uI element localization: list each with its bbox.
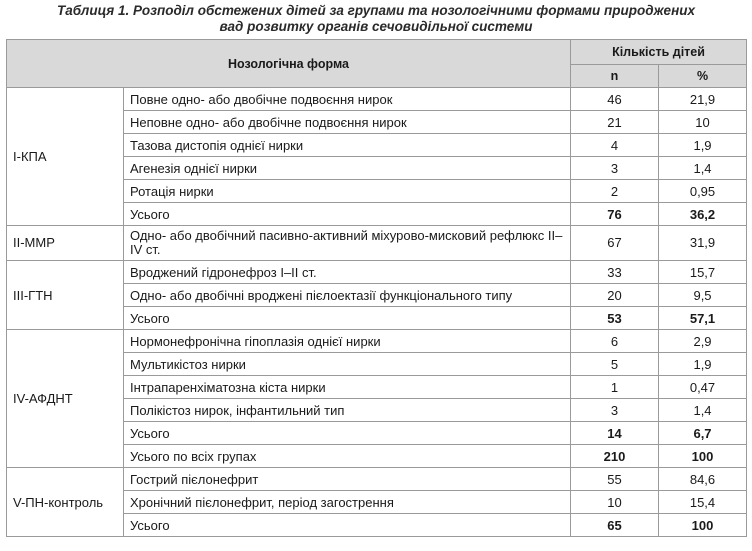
form-cell: Полікістоз нирок, інфантильний тип <box>124 399 571 422</box>
n-cell: 20 <box>571 284 659 307</box>
pct-cell: 1,4 <box>659 157 747 180</box>
pct-cell: 1,9 <box>659 134 747 157</box>
table-row <box>7 226 747 261</box>
pct-cell: 57,1 <box>659 307 747 330</box>
pct-cell: 100 <box>659 514 747 537</box>
form-cell: Усього <box>124 203 571 226</box>
header-form: Нозологічна форма <box>7 40 571 88</box>
n-cell: 46 <box>571 88 659 111</box>
n-cell: 14 <box>571 422 659 445</box>
n-cell: 2 <box>571 180 659 203</box>
pct-cell: 0,47 <box>659 376 747 399</box>
n-cell: 21 <box>571 111 659 134</box>
form-cell: Неповне одно- або двобічне подвоєння нирок <box>124 111 571 134</box>
table-row <box>7 330 747 353</box>
n-cell: 5 <box>571 353 659 376</box>
table-caption <box>0 3 752 35</box>
header-count: Кількість дітей <box>571 40 747 65</box>
pct-cell: 36,2 <box>659 203 747 226</box>
group-name: V-ПН-контроль <box>7 468 124 537</box>
caption-line-1: Таблиця 1. Розподіл обстежених дітей за групами та нозологічними формами природжених <box>57 3 695 18</box>
nosology-table <box>6 39 747 537</box>
form-cell: Нормонефронічна гіпоплазія однієї нирки <box>124 330 571 353</box>
form-cell: Усього <box>124 422 571 445</box>
form-cell: Одно- або двобічні вроджені пієлоектазії функціонального типу <box>124 284 571 307</box>
n-cell: 4 <box>571 134 659 157</box>
group-name: IV-АФДНТ <box>7 330 124 468</box>
form-cell: Мультикістоз нирки <box>124 353 571 376</box>
pct-cell: 84,6 <box>659 468 747 491</box>
form-cell: Повне одно- або двобічне подвоєння нирок <box>124 88 571 111</box>
form-cell: Тазова дистопія однієї нирки <box>124 134 571 157</box>
form-cell: Усього по всіх групах <box>124 445 571 468</box>
form-cell: Вроджений гідронефроз I–II ст. <box>124 261 571 284</box>
n-cell: 53 <box>571 307 659 330</box>
n-cell: 55 <box>571 468 659 491</box>
form-cell: Інтрапаренхіматозна кіста нирки <box>124 376 571 399</box>
group-name: III-ГТН <box>7 261 124 330</box>
n-cell: 10 <box>571 491 659 514</box>
form-cell: Усього <box>124 307 571 330</box>
n-cell: 3 <box>571 399 659 422</box>
form-cell: Гострий пієлонефрит <box>124 468 571 491</box>
n-cell: 6 <box>571 330 659 353</box>
pct-cell: 21,9 <box>659 88 747 111</box>
pct-cell: 6,7 <box>659 422 747 445</box>
pct-cell: 9,5 <box>659 284 747 307</box>
group-name: II-ММР <box>7 226 124 261</box>
group-name: I-КПА <box>7 88 124 226</box>
n-cell: 33 <box>571 261 659 284</box>
n-cell: 67 <box>571 226 659 261</box>
n-cell: 76 <box>571 203 659 226</box>
form-cell: Усього <box>124 514 571 537</box>
pct-cell: 15,4 <box>659 491 747 514</box>
n-cell: 210 <box>571 445 659 468</box>
table-body <box>7 88 747 537</box>
pct-cell: 100 <box>659 445 747 468</box>
n-cell: 65 <box>571 514 659 537</box>
n-cell: 3 <box>571 157 659 180</box>
pct-cell: 31,9 <box>659 226 747 261</box>
pct-cell: 10 <box>659 111 747 134</box>
pct-cell: 0,95 <box>659 180 747 203</box>
table-row <box>7 88 747 111</box>
form-cell: Агенезія однієї нирки <box>124 157 571 180</box>
header-n: n <box>571 65 659 88</box>
pct-cell: 2,9 <box>659 330 747 353</box>
caption-line-2: вад розвитку органів сечовидільної системи <box>219 19 533 34</box>
table-header <box>7 40 747 88</box>
form-cell: Ротація нирки <box>124 180 571 203</box>
pct-cell: 15,7 <box>659 261 747 284</box>
header-pct: % <box>659 65 747 88</box>
form-cell: Хронічний пієлонефрит, період загострення <box>124 491 571 514</box>
table-row <box>7 468 747 491</box>
pct-cell: 1,9 <box>659 353 747 376</box>
form-cell: Одно- або двобічний пасивно-активний міхурово-мисковий рефлюкс II–IV ст. <box>124 226 571 261</box>
table-row <box>7 261 747 284</box>
n-cell: 1 <box>571 376 659 399</box>
pct-cell: 1,4 <box>659 399 747 422</box>
